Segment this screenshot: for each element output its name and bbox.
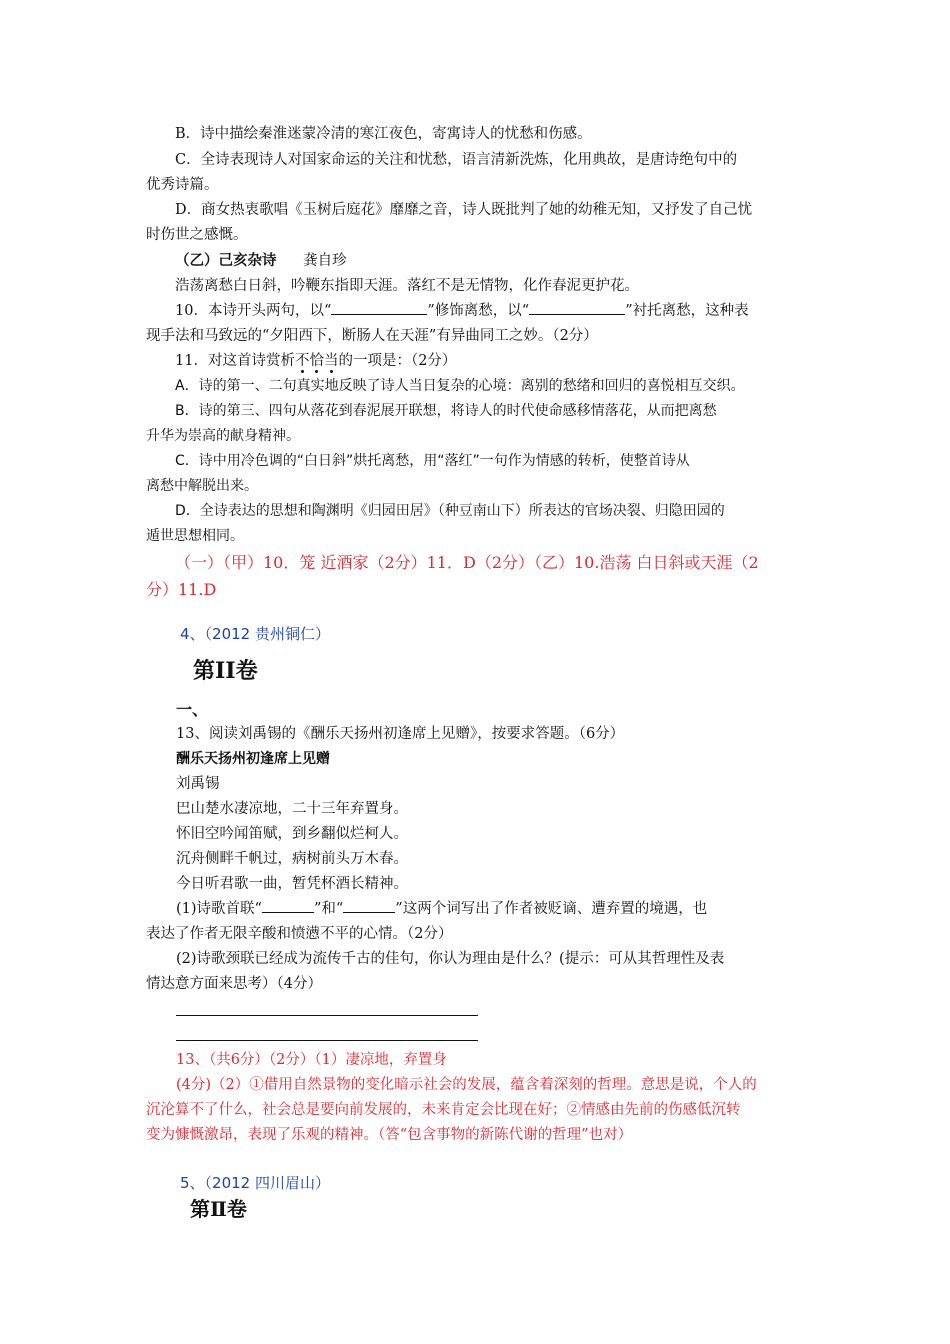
option-c-line1: C．全诗表现诗人对国家命运的关注和忧愁，语言清新洗炼，化用典故，是唐诗绝句中的 <box>175 152 738 168</box>
section-4-heading: 4、（2012 贵州铜仁） <box>180 625 330 643</box>
poem-yi-text: 浩荡离愁白日斜，吟鞭东指即天涯。落红不是无情物，化作春泥更护花。 <box>175 278 639 294</box>
answer-1-line2: 分）11.D <box>146 580 217 599</box>
poem-2-line3: 沉舟侧畔千帆过，病树前头万木春。 <box>176 851 408 867</box>
q11-option-c-line2: 离愁中解脱出来。 <box>146 478 258 494</box>
poem-yi-heading <box>175 249 839 274</box>
section-5-heading: 5、（2012 四川眉山） <box>180 1174 330 1192</box>
q13-part1-line2: 表达了作者无限辛酸和愤懑不平的心情。（2分） <box>146 926 453 942</box>
question-10-line1 <box>175 299 839 324</box>
q13-part2-line1: (2)诗歌颈联已经成为流传千古的佳句，你认为理由是什么？(提示：可从其哲理性及表 <box>176 951 725 967</box>
question-13: 13、阅读刘禹锡的《酬乐天扬州初逢席上见赠》，按要求答题。（6分） <box>176 726 625 742</box>
q13-1-text-b: ”和“ <box>313 901 344 917</box>
q11-option-a: A．诗的第一、二句真实地反映了诗人当日复杂的心境：离别的愁绪和回归的喜悦相互交织。 <box>175 378 745 394</box>
answer-line-1[interactable] <box>176 1015 478 1016</box>
question-10-line2: 现手法和马致远的“夕阳西下，断肠人在天涯”有异曲同工之妙。（2分） <box>146 328 598 344</box>
q13-part2-line2: 情达意方面来思考）（4分） <box>146 976 322 992</box>
q11-emphasis-char: 不 <box>294 353 310 369</box>
q11-emphasis-char: 恰 <box>309 353 324 369</box>
q11-option-c-line1: C．诗中用冷色调的“白日斜”烘托离愁，用“落红”一句作为情感的转析，使整首诗从 <box>175 453 690 469</box>
q13-1-text-c: ”这两个词写出了作者被贬谪、遭弃置的境遇，也 <box>395 901 708 917</box>
q10-text-c: ”衬托离愁，这种表 <box>625 303 749 319</box>
q11-option-d-line2: 遁世思想相同。 <box>146 528 244 544</box>
answer-2-line4: 变为慷慨激昂，表现了乐观的精神。（答“包含事物的新陈代谢的哲理”也对） <box>146 1127 633 1143</box>
q10-blank-2[interactable] <box>529 300 625 315</box>
q13-1-blank-2[interactable] <box>343 898 395 913</box>
q11-text-a: 11．对这首诗赏析 <box>175 353 295 369</box>
q10-text-a: 10．本诗开头两句，以“ <box>175 303 332 319</box>
option-d-line1: D．商女热衷歌唱《玉树后庭花》靡靡之音，诗人既批判了她的幼稚无知，又抒发了自己忧 <box>175 202 753 218</box>
option-b: B．诗中描绘秦淮迷蒙冷清的寒江夜色，寄寓诗人的忧愁和伤感。 <box>175 126 592 142</box>
q11-option-b-line2: 升华为崇高的献身精神。 <box>146 428 300 444</box>
poem-2-line1: 巴山楚水凄凉地，二十三年弃置身。 <box>176 801 408 817</box>
q11-option-d-line1: D．全诗表达的思想和陶渊明《归园田居》（种豆南山下）所表达的官场决裂、归隐田园的 <box>175 503 725 519</box>
option-c-line2: 优秀诗篇。 <box>146 177 219 193</box>
volume-2-title: 第II卷 <box>193 658 258 684</box>
q11-text-b: 的一项是：（2分） <box>338 353 457 369</box>
q10-text-b: ”修饰离愁，以“ <box>427 303 530 319</box>
answer-1-line1: （一）（甲）10．笼 近酒家（2分）11．D（2分）（乙）10.浩荡 白日斜或天涯（2 <box>175 553 759 572</box>
part-1-label: 一、 <box>176 700 209 719</box>
q13-1-blank-1[interactable] <box>262 898 314 913</box>
poem-2-line2: 怀旧空吟闻笛赋，到乡翻似烂柯人。 <box>176 826 408 842</box>
poem-2-line4: 今日听君歌一曲，暂凭杯酒长精神。 <box>176 876 408 892</box>
question-11 <box>175 349 839 374</box>
q11-emphasis-char: 当 <box>323 353 339 369</box>
answer-2-line1: 13、（共6分）（2分）（1）凄凉地，弃置身 <box>176 1052 447 1068</box>
volume-2-title-b: 第Ⅱ卷 <box>190 1197 247 1221</box>
answer-2-line2: (4分)（2）①借用自然景物的变化暗示社会的发展，蕴含着深刻的哲理。意思是说，个人的 <box>176 1077 757 1093</box>
answer-line-2[interactable] <box>176 1040 478 1041</box>
q11-option-b-line1: B．诗的第三、四句从落花到春泥展开联想，将诗人的时代使命感移情落花，从而把离愁 <box>175 403 717 419</box>
q10-blank-1[interactable] <box>331 300 427 315</box>
poem-2-title: 酬乐天扬州初逢席上见赠 <box>176 751 330 767</box>
option-d-line2: 时伤世之感慨。 <box>146 227 248 243</box>
poem-yi-title: （乙）己亥杂诗 <box>175 253 277 269</box>
poem-2-author: 刘禹锡 <box>176 776 220 792</box>
q13-1-text-a: (1)诗歌首联“ <box>176 901 262 917</box>
answer-2-line3: 沉沦算不了什么，社会总是要向前发展的，未来肯定会比现在好；②情感由先前的伤感低沉转 <box>146 1102 741 1118</box>
poem-yi-author: 龚自珍 <box>303 253 347 269</box>
q13-part1-line1 <box>176 897 840 922</box>
